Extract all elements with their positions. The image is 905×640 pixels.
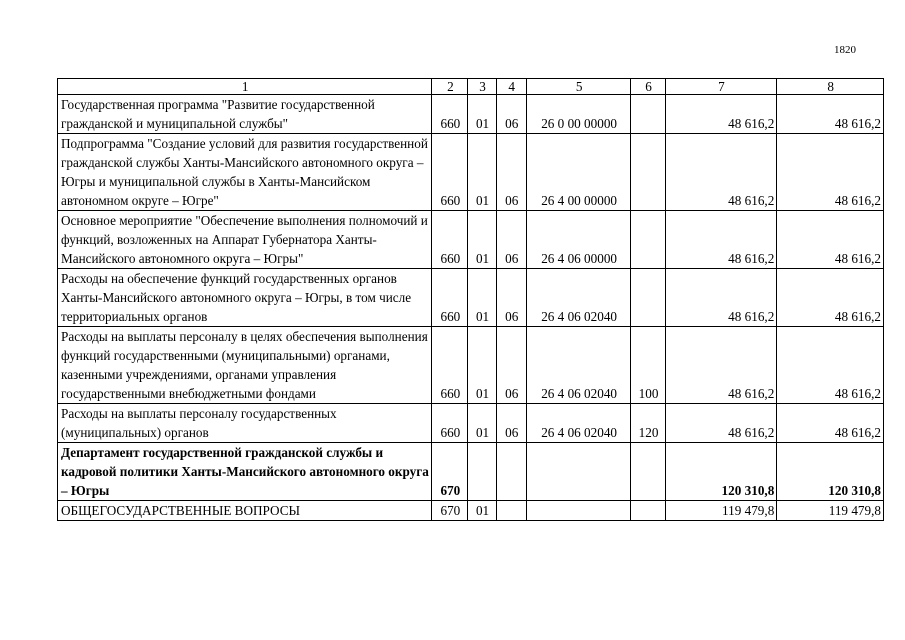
row-pr: 06 <box>496 327 526 404</box>
row-name: Основное мероприятие "Обеспечение выполнения полномочий и функций, возложенных на Аппарат Губернатора Ханты-Мансийского автономного округа – Югры" <box>58 211 432 269</box>
row-sum-2: 120 310,8 <box>777 443 884 501</box>
row-sum-2: 48 616,2 <box>777 95 884 134</box>
table-row <box>58 269 884 327</box>
table-row <box>58 95 884 134</box>
row-sum-1: 48 616,2 <box>665 211 777 269</box>
row-pr: 06 <box>496 134 526 211</box>
row-grbs: 660 <box>432 211 468 269</box>
header-cell: 3 <box>468 79 496 95</box>
row-sum-1: 119 479,8 <box>665 501 777 521</box>
row-rz: 01 <box>468 404 496 443</box>
header-cell: 2 <box>432 79 468 95</box>
row-vr: 120 <box>631 404 665 443</box>
header-cell: 7 <box>665 79 777 95</box>
budget-table <box>57 78 884 521</box>
row-sum-1: 48 616,2 <box>665 95 777 134</box>
row-sum-2: 48 616,2 <box>777 134 884 211</box>
row-sum-1: 48 616,2 <box>665 269 777 327</box>
row-pr: 06 <box>496 95 526 134</box>
row-grbs: 670 <box>432 501 468 521</box>
row-sum-1: 120 310,8 <box>665 443 777 501</box>
row-rz: 01 <box>468 95 496 134</box>
row-name: Расходы на выплаты персоналу в целях обеспечения выполнения функций государственными (муниципальными) органами, казенными учреждениями, органами управления государственными внебюджетными фондами <box>58 327 432 404</box>
row-grbs: 660 <box>432 327 468 404</box>
row-sum-2: 48 616,2 <box>777 211 884 269</box>
row-pr: 06 <box>496 211 526 269</box>
row-name: Департамент государственной гражданской службы и кадровой политики Ханты-Мансийского автономного округа – Югры <box>58 443 432 501</box>
row-grbs: 660 <box>432 404 468 443</box>
table-row <box>58 501 884 521</box>
row-rz: 01 <box>468 269 496 327</box>
table-row <box>58 134 884 211</box>
header-cell: 8 <box>777 79 884 95</box>
header-cell: 6 <box>631 79 665 95</box>
row-rz: 01 <box>468 501 496 521</box>
row-pr <box>496 443 526 501</box>
row-csr: 26 0 00 00000 <box>526 95 631 134</box>
row-sum-2: 48 616,2 <box>777 269 884 327</box>
row-pr: 06 <box>496 404 526 443</box>
row-csr: 26 4 06 02040 <box>526 404 631 443</box>
row-csr: 26 4 06 02040 <box>526 327 631 404</box>
row-vr <box>631 134 665 211</box>
table-row <box>58 327 884 404</box>
row-sum-2: 119 479,8 <box>777 501 884 521</box>
header-cell: 1 <box>58 79 432 95</box>
table-row <box>58 404 884 443</box>
row-grbs: 660 <box>432 134 468 211</box>
row-rz <box>468 443 496 501</box>
row-name: Государственная программа "Развитие государственной гражданской и муниципальной службы" <box>58 95 432 134</box>
row-sum-2: 48 616,2 <box>777 327 884 404</box>
row-csr <box>526 443 631 501</box>
row-csr: 26 4 06 02040 <box>526 269 631 327</box>
row-rz: 01 <box>468 134 496 211</box>
row-name: Подпрограмма "Создание условий для развития государственной гражданской службы Ханты-Мансийского автономного округа – Югры и муниципальной службы в Ханты-Мансийском автономном округе – Югре" <box>58 134 432 211</box>
header-cell: 5 <box>526 79 631 95</box>
row-name: Расходы на обеспечение функций государственных органов Ханты-Мансийского автономного округа – Югры, в том числе территориальных органов <box>58 269 432 327</box>
row-vr: 100 <box>631 327 665 404</box>
row-pr <box>496 501 526 521</box>
row-csr: 26 4 00 00000 <box>526 134 631 211</box>
row-sum-1: 48 616,2 <box>665 134 777 211</box>
row-rz: 01 <box>468 211 496 269</box>
row-pr: 06 <box>496 269 526 327</box>
table-header-row <box>58 79 884 95</box>
page-number: 1820 <box>834 44 856 56</box>
row-grbs: 660 <box>432 269 468 327</box>
table-row <box>58 211 884 269</box>
row-sum-1: 48 616,2 <box>665 327 777 404</box>
row-grbs: 660 <box>432 95 468 134</box>
row-grbs: 670 <box>432 443 468 501</box>
table-row <box>58 443 884 501</box>
row-vr <box>631 269 665 327</box>
row-csr <box>526 501 631 521</box>
row-vr <box>631 501 665 521</box>
row-vr <box>631 211 665 269</box>
row-rz: 01 <box>468 327 496 404</box>
row-vr <box>631 443 665 501</box>
row-name: Расходы на выплаты персоналу государственных (муниципальных) органов <box>58 404 432 443</box>
header-cell: 4 <box>496 79 526 95</box>
row-name: ОБЩЕГОСУДАРСТВЕННЫЕ ВОПРОСЫ <box>58 501 432 521</box>
row-sum-2: 48 616,2 <box>777 404 884 443</box>
row-vr <box>631 95 665 134</box>
row-csr: 26 4 06 00000 <box>526 211 631 269</box>
row-sum-1: 48 616,2 <box>665 404 777 443</box>
